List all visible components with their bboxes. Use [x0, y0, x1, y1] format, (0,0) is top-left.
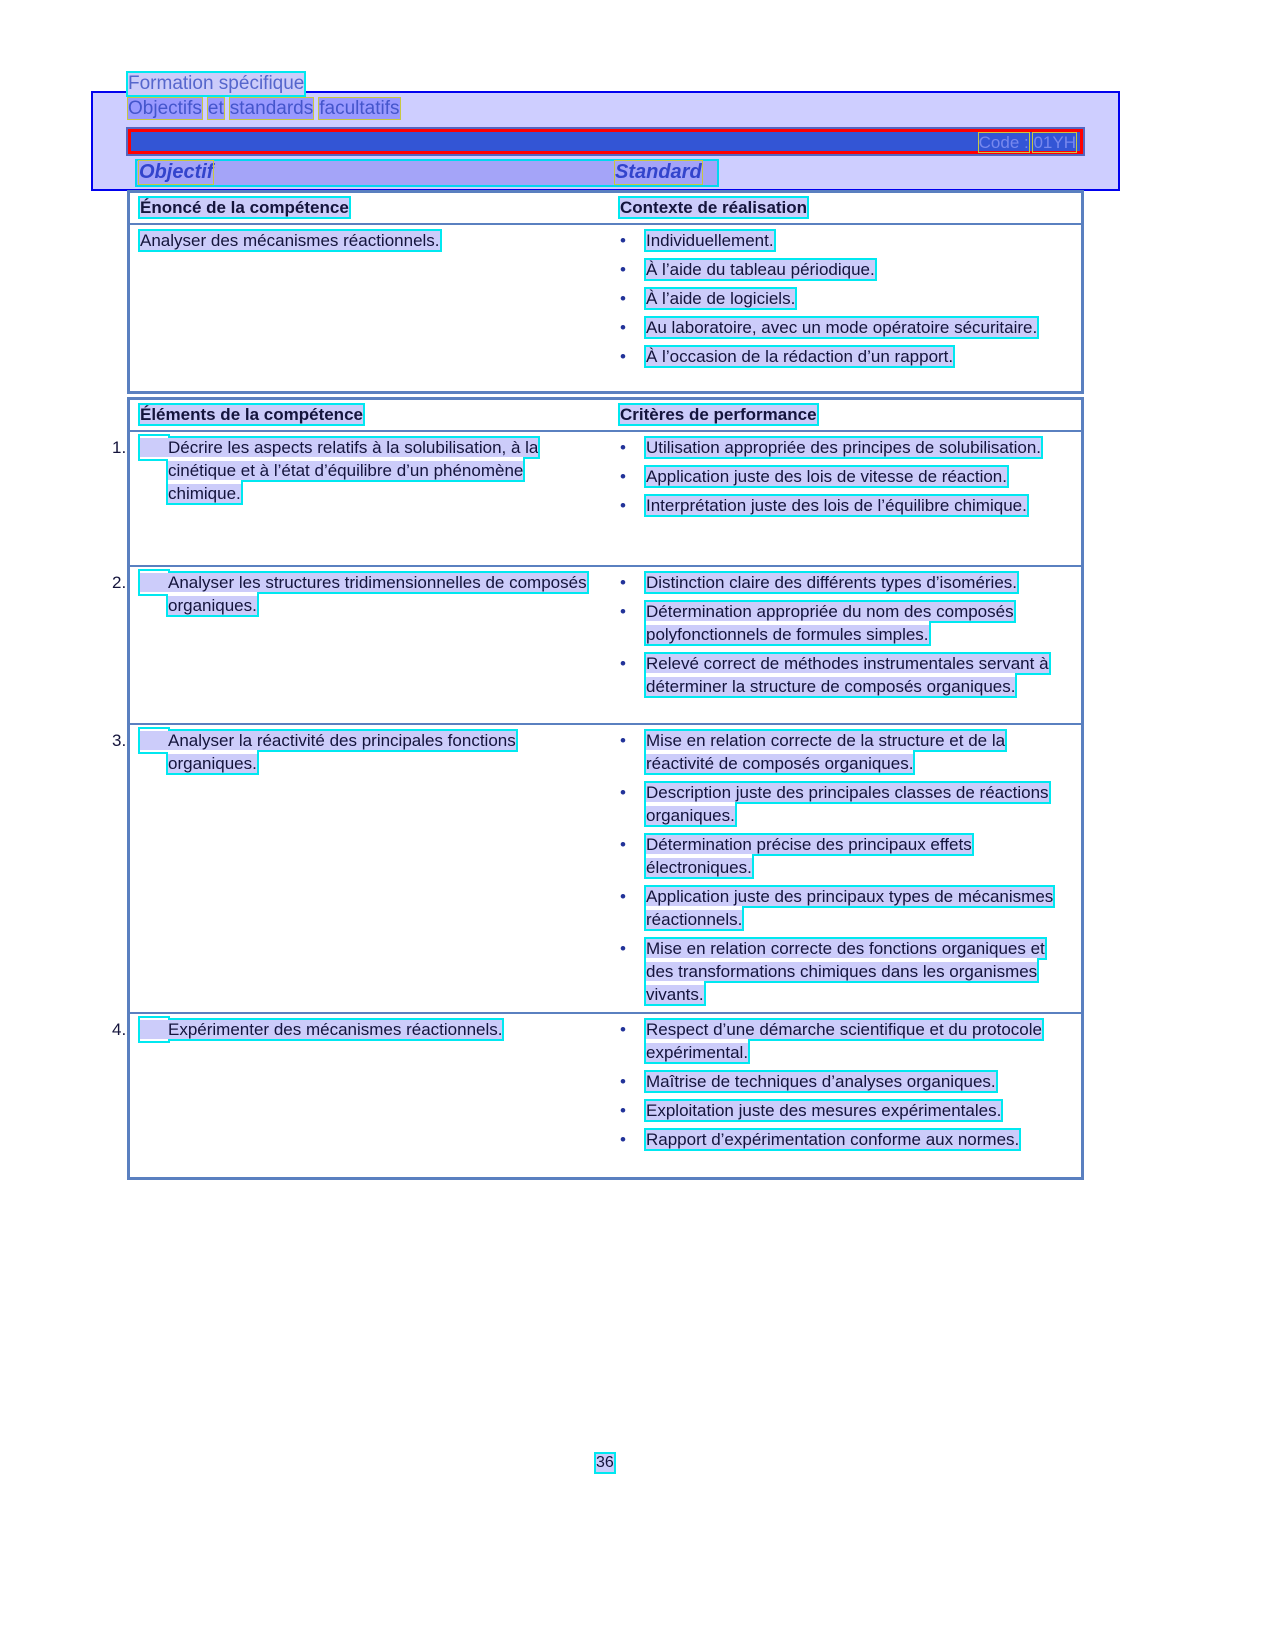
- criteria-list: [620, 1018, 1071, 1151]
- competence-statement: Analyser des mécanismes réactionnels.: [140, 231, 440, 250]
- element-number: 1.: [112, 438, 127, 457]
- bullet-icon: •: [620, 654, 626, 673]
- bullet-text: Détermination appropriée du nom des composés polyfonctionnels de formules simples.: [646, 602, 1014, 644]
- table-row: [129, 1013, 1083, 1178]
- element-text: [112, 573, 587, 615]
- bullet-text: Application juste des principaux types de mécanismes réactionnels.: [646, 887, 1054, 929]
- element-text: [112, 438, 539, 503]
- bullet-item: [620, 316, 1071, 339]
- bullet-item: [620, 345, 1071, 368]
- bullet-item: [620, 436, 1071, 459]
- criteria-list: [620, 436, 1071, 517]
- element-number: 3.: [112, 731, 127, 750]
- bullet-text: Mise en relation correcte de la structure et de la réactivité de composés organiques.: [646, 731, 1006, 773]
- page-number: 36: [596, 1454, 614, 1471]
- bullet-item: [620, 1070, 1071, 1093]
- bullet-item: [620, 652, 1071, 698]
- code-bar: [128, 129, 1083, 154]
- bullet-icon: •: [620, 347, 626, 366]
- bullet-item: [620, 885, 1071, 931]
- bullet-icon: •: [620, 231, 626, 250]
- bullet-icon: •: [620, 887, 626, 906]
- element-text: [112, 1020, 503, 1039]
- code-label: Code :: [978, 133, 1029, 152]
- bullet-text: Description juste des principales classes de réactions organiques.: [646, 783, 1049, 825]
- bullet-item: [620, 287, 1071, 310]
- bullet-item: [620, 571, 1071, 594]
- bullet-icon: •: [620, 1020, 626, 1039]
- statement-heading: Énoncé de la compétence: [140, 198, 349, 217]
- element-number: 4.: [112, 1020, 127, 1039]
- bullet-icon: •: [620, 573, 626, 592]
- bullet-item: [620, 229, 1071, 252]
- bullet-icon: •: [620, 496, 626, 515]
- bullet-icon: •: [620, 289, 626, 308]
- bullet-icon: •: [620, 835, 626, 854]
- bullet-icon: •: [620, 1101, 626, 1120]
- bullet-text: Interprétation juste des lois de l’équilibre chimique.: [646, 496, 1027, 515]
- bullet-text: Exploitation juste des mesures expérimentales.: [646, 1101, 1002, 1120]
- subtitle-word: facultatifs: [319, 98, 400, 119]
- criteria-heading: Critères de performance: [620, 405, 817, 424]
- table-row: [129, 566, 1083, 724]
- criteria-list: [620, 729, 1071, 1006]
- bullet-text: À l’occasion de la rédaction d’un rapport.: [646, 347, 954, 366]
- bullet-icon: •: [620, 438, 626, 457]
- subtitle-word: standards: [229, 98, 314, 119]
- bullet-item: [620, 833, 1071, 879]
- bullet-text: Distinction claire des différents types d’isoméries.: [646, 573, 1018, 592]
- elements-heading: Éléments de la compétence: [140, 405, 363, 424]
- table-row: [129, 724, 1083, 1013]
- bullet-text: Rapport d’expérimentation conforme aux normes.: [646, 1130, 1020, 1149]
- bullet-icon: •: [620, 1072, 626, 1091]
- bullet-text: Au laboratoire, avec un mode opératoire sécuritaire.: [646, 318, 1038, 337]
- bullet-text: Individuellement.: [646, 231, 774, 250]
- standard-heading: Standard: [615, 161, 702, 183]
- bullet-icon: •: [620, 260, 626, 279]
- subtitle-word: Objectifs: [128, 98, 202, 119]
- element-label: Analyser les structures tridimensionnelles de composés organiques.: [168, 573, 587, 615]
- bullet-icon: •: [620, 731, 626, 750]
- element-label: Expérimenter des mécanismes réactionnels.: [168, 1020, 503, 1039]
- subtitle: [128, 98, 406, 120]
- bullet-item: [620, 494, 1071, 517]
- bullet-text: Détermination précise des principaux effets électroniques.: [646, 835, 972, 877]
- bullet-text: Maîtrise de techniques d’analyses organiques.: [646, 1072, 996, 1091]
- section-title: Formation spécifique: [128, 73, 305, 94]
- context-list: [620, 229, 1071, 368]
- element-number: 2.: [112, 573, 127, 592]
- bullet-item: [620, 937, 1071, 1006]
- bullet-text: À l’aide de logiciels.: [646, 289, 796, 308]
- bullet-item: [620, 1128, 1071, 1151]
- bullet-text: Application juste des lois de vitesse de réaction.: [646, 467, 1007, 486]
- bullet-icon: •: [620, 602, 626, 621]
- element-label: Décrire les aspects relatifs à la solubilisation, à la cinétique et à l’état d’équilibre d’un phénomène chimique.: [168, 438, 539, 503]
- competence-table: [127, 190, 1084, 394]
- bullet-text: À l’aide du tableau périodique.: [646, 260, 875, 279]
- bullet-item: [620, 600, 1071, 646]
- bullet-text: Respect d’une démarche scientifique et du protocole expérimental.: [646, 1020, 1042, 1062]
- elements-table: [112, 397, 1084, 1180]
- subtitle-word: et: [207, 98, 224, 119]
- criteria-list: [620, 571, 1071, 698]
- bullet-item: [620, 1018, 1071, 1064]
- bullet-text: Mise en relation correcte des fonctions organiques et des transformations chimiques dans les organismes vivants.: [646, 939, 1045, 1004]
- bullet-text: Relevé correct de méthodes instrumentales servant à déterminer la structure de composés organiques.: [646, 654, 1049, 696]
- element-label: Analyser la réactivité des principales fonctions organiques.: [168, 731, 516, 773]
- bullet-icon: •: [620, 318, 626, 337]
- bullet-item: [620, 1099, 1071, 1122]
- bullet-item: [620, 729, 1071, 775]
- element-text: [112, 731, 516, 773]
- column-titles: [137, 161, 717, 185]
- bullet-item: [620, 258, 1071, 281]
- bullet-icon: •: [620, 1130, 626, 1149]
- code-value: 01YH: [1033, 133, 1076, 152]
- bullet-item: [620, 465, 1071, 488]
- objectif-heading: Objectif: [139, 161, 214, 183]
- context-heading: Contexte de réalisation: [620, 198, 808, 217]
- bullet-item: [620, 781, 1071, 827]
- bullet-text: Utilisation appropriée des principes de solubilisation.: [646, 438, 1042, 457]
- bullet-icon: •: [620, 467, 626, 486]
- table-row: [129, 431, 1083, 566]
- bullet-icon: •: [620, 783, 626, 802]
- bullet-icon: •: [620, 939, 626, 958]
- course-code: [979, 133, 1076, 153]
